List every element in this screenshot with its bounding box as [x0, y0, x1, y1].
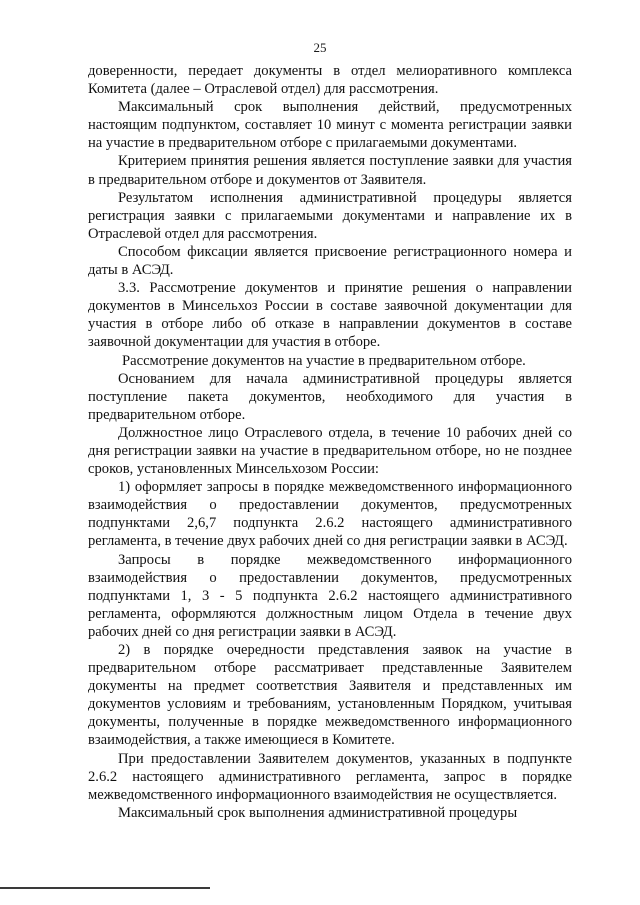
- paragraph: При предоставлении Заявителем документов, указанных в подпункте 2.6.2 настоящего административного регламента, запрос в порядке межведомственного информационного взаимодействия не осуществляется.: [88, 750, 572, 803]
- paragraph: Запросы в порядке межведомственного информационного взаимодействия о предоставлении документов, предусмотренных подпунктами 1, 3 - 5 подпункта 2.6.2 настоящего административного регламента, оформляются должностным лицом Отдела в течение двух рабочих дней со дня регистрации заявки в АСЭД.: [88, 551, 572, 640]
- paragraph: Результатом исполнения административной процедуры является регистрация заявки с прилагаемыми документами и направление их в Отраслевой отдел для рассмотрения.: [88, 189, 572, 242]
- page-number: 25: [313, 40, 327, 55]
- paragraph: Способом фиксации является присвоение регистрационного номера и даты в АСЭД.: [88, 243, 572, 279]
- footer-rule: [0, 887, 210, 889]
- paragraph: 2) в порядке очередности представления заявок на участие в предварительном отборе рассматривает представленные Заявителем документы на предмет соответствия Заявителя и представленных им документов условиям и требованиям, установленным Порядком, учитывая документы, полученные в порядке межведомственного информационного взаимодействия, а также имеющиеся в Комитете.: [88, 642, 572, 749]
- document-body: [88, 62, 572, 822]
- paragraph: 1) оформляет запросы в порядке межведомственного информационного взаимодействия о предоставлении документов, предусмотренных подпунктами 2,6,7 подпункта 2.6.2 настоящего административного регламента, в течение двух рабочих дней со дня регистрации заявки в АСЭД.: [88, 479, 572, 550]
- paragraph: Максимальный срок выполнения действий, предусмотренных настоящим подпунктом, составляет 10 минут с момента регистрации заявки на участие в предварительном отборе с прилагаемыми документами.: [88, 99, 572, 152]
- paragraph: Критерием принятия решения является поступление заявки для участия в предварительном отборе и документов от Заявителя.: [88, 153, 572, 188]
- paragraph: Рассмотрение документов на участие в предварительном отборе.: [122, 352, 526, 369]
- paragraph: 3.3. Рассмотрение документов и принятие решения о направлении документов в Минсельхоз России в составе заявочной документации для участия в отборе либо об отказе в направлении документов в составе заявочной документации для участия в отборе.: [88, 280, 572, 351]
- paragraph: доверенности, передает документы в отдел мелиоративного комплекса Комитета (далее – Отраслевой отдел) для рассмотрения.: [88, 63, 572, 98]
- paragraph: Основанием для начала административной процедуры является поступление пакета документов, необходимого для участия в предварительном отборе.: [88, 370, 572, 423]
- paragraph: Должностное лицо Отраслевого отдела, в течение 10 рабочих дней со дня регистрации заявки на участие в предварительном отборе, но не позднее сроков, установленных Минсельхозом России:: [88, 424, 572, 478]
- paragraph: Максимальный срок выполнения административной процедуры: [118, 804, 518, 821]
